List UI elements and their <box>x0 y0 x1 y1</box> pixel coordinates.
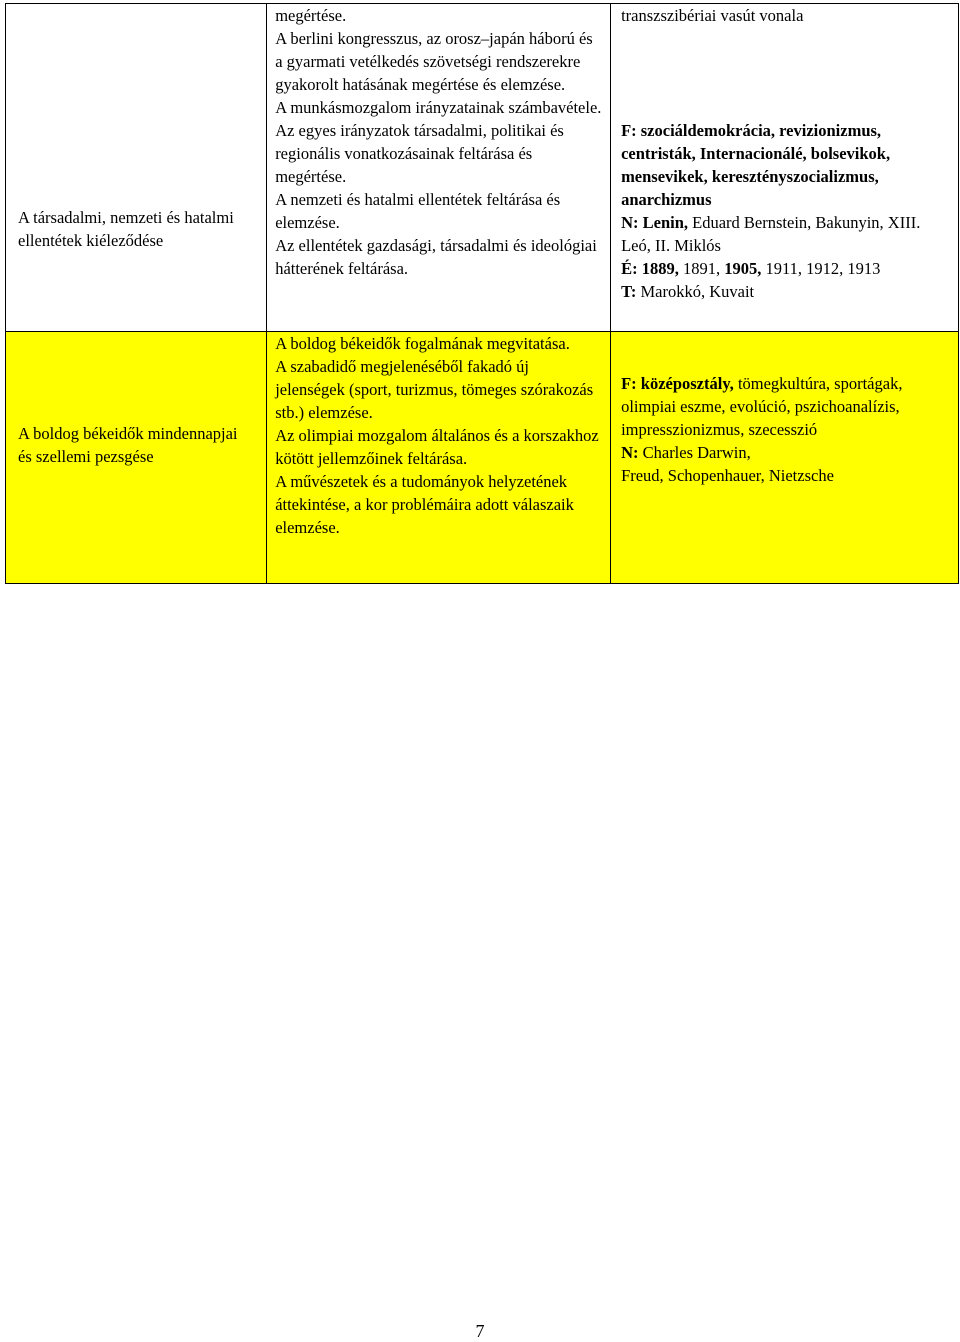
goals-cell <box>267 332 611 584</box>
places-label: T: <box>621 282 637 301</box>
goal-item: Az ellentétek gazdasági, társadalmi és ideológiai hátterének feltárása. <box>275 236 597 278</box>
page-number: 7 <box>475 1321 485 1341</box>
goals-cell <box>267 4 611 332</box>
dates-bold-1: 1889, <box>641 259 679 278</box>
content-cell <box>611 4 959 332</box>
table-row <box>6 4 959 332</box>
goal-item: A munkásmozgalom irányzatainak számbavétele. <box>275 98 602 117</box>
goal-item: A boldog békeidők fogalmának megvitatása. <box>275 334 570 353</box>
names-text: Eduard Bernstein, Bakunyin, XIII. Leó, II. Miklós <box>621 213 921 255</box>
topic-line: és szellemi pezsgése <box>18 447 154 466</box>
goals-list <box>267 4 610 280</box>
concepts-line <box>621 119 950 211</box>
dates-bold-2: 1905, <box>724 259 762 278</box>
concepts-label: F: <box>621 121 637 140</box>
goal-item: A szabadidő megjelenéséből fakadó új jelenségek (sport, turizmus, tömeges szórakozás stb.) elemzése. <box>275 357 594 422</box>
names-line-2: Freud, Schopenhauer, Nietzsche <box>621 466 834 485</box>
places-text: Marokkó, Kuvait <box>636 282 755 301</box>
topic-cell <box>6 332 267 584</box>
places-line <box>621 280 950 303</box>
topic-title: A társadalmi, nemzeti és hatalmi ellentétek kiéleződése <box>18 208 234 250</box>
content-cell <box>611 332 959 584</box>
content-block <box>611 4 958 303</box>
concepts-bold: középosztály, <box>640 374 734 393</box>
curriculum-table <box>5 3 959 584</box>
topic-line: A boldog békeidők mindennapjai <box>18 424 238 443</box>
content-block <box>611 332 958 487</box>
names-line <box>621 441 950 464</box>
concepts-text: szociáldemokrácia, revizionizmus, centristák, Internacionálé, bolsevikok, mensevikek, keresztényszocializmus, anarchizmus <box>621 121 891 209</box>
goal-item: megértése. <box>275 6 347 25</box>
goal-item: Az egyes irányzatok társadalmi, politikai és regionális vonatkozásainak feltárása és megértése. <box>275 121 564 186</box>
dates-line <box>621 257 950 280</box>
dates-label: É: <box>621 259 638 278</box>
concepts-text: tömegkultúra, sportágak, olimpiai eszme, evolúció, pszichoanalízis, impresszionizmus, szecesszió <box>621 374 903 439</box>
goals-list <box>267 332 610 539</box>
goal-item: A berlini kongresszus, az orosz–japán háború és a gyarmati vetélkedés szövetségi rendszerekre gyakorolt hatásának megértése és elemzése. <box>275 29 593 94</box>
concepts-label: F: <box>621 374 637 393</box>
content-top-text: transzszibériai vasút vonala <box>621 6 804 25</box>
goal-item: Az olimpiai mozgalom általános és a korszakhoz kötött jellemzőinek feltárása. <box>275 426 599 468</box>
table-row <box>6 332 959 584</box>
dates-rest: 1911, 1912, 1913 <box>761 259 881 278</box>
names-text: Charles Darwin, <box>638 443 751 462</box>
goal-item: A nemzeti és hatalmi ellentétek feltárása és elemzése. <box>275 190 561 232</box>
names-label: N: <box>621 213 639 232</box>
names-bold: Lenin, <box>642 213 689 232</box>
names-label: N: <box>621 443 639 462</box>
topic-cell <box>6 4 267 332</box>
concepts-line <box>621 372 950 441</box>
names-line <box>621 211 950 257</box>
goal-item: A művészetek és a tudományok helyzetének áttekintése, a kor problémáira adott válaszaik elemzése. <box>275 472 574 537</box>
dates-mid: 1891, <box>678 259 725 278</box>
topic-title <box>6 332 266 468</box>
